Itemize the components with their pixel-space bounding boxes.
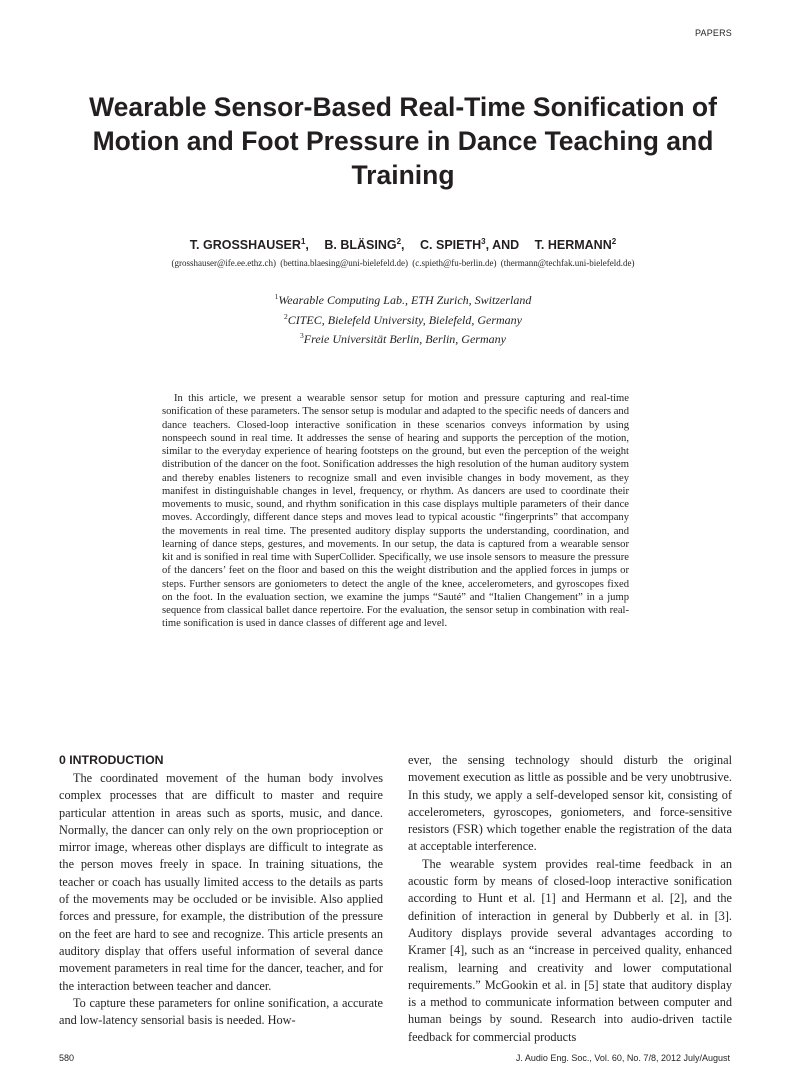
affiliation-text: Freie Universität Berlin, Berlin, Germany (303, 332, 506, 346)
body-paragraph: ever, the sensing technology should disturb the original movement execution as little as possible and be very unobtrusive. In this study, we apply a self-developed sensor kit, consisting of accelerometers, gyroscopes, goniometers, and force-sensitive resistors (FSR) which together enable the registration of the data at acceptable interference. (408, 753, 732, 854)
author-name: T. HERMANN (534, 238, 612, 253)
affiliation-mark: 2 (396, 237, 402, 246)
author-list (0, 237, 806, 252)
email-1: (grosshauser@ife.ee.ethz.ch) (171, 258, 276, 268)
body-paragraph: The wearable system provides real-time feedback in an acoustic form by means of closed-loop interactive sonification according to Hunt et al. [1] and Hermann et al. [2], and the definition of interaction in general by Dubberly et al. in [3]. Auditory displays provide several advantages according to Kramer [4], such as an “increase in perceived quality, enhanced realism, learning and creativity and lower computational requirements.” McGookin et al. in [5] state that auditory display is a method to communicate information between computer and human beings by sound. Research into audio-driven tactile feedback for commercial products (408, 856, 732, 1044)
body-column-right (408, 752, 732, 1046)
author-1 (190, 238, 309, 252)
affiliation-mark: 3 (481, 237, 486, 246)
author-separator: , (401, 238, 405, 253)
affiliation-1 (0, 289, 806, 309)
page-number: 580 (59, 1053, 75, 1063)
author-name: T. GROSSHAUSER (189, 238, 301, 253)
author-emails (0, 258, 806, 268)
author-2 (324, 238, 404, 252)
author-name: B. BLÄSING (324, 238, 397, 253)
affiliation-2 (0, 309, 806, 329)
author-separator: , AND (485, 238, 520, 253)
journal-citation: J. Audio Eng. Soc., Vol. 60, No. 7/8, 2012 July/August (515, 1053, 730, 1063)
abstract: In this article, we present a wearable sensor setup for motion and pressure capturing and real-time sonification of these parameters. The sensor setup is modular and adapted to the specific needs of dancers and dance teachers. Closed-loop interactive sonification in these scenarios conveys information by using nonspeech sound in real time. It addresses the sense of hearing and supports the perception of the motion, similar to the everyday experience of hearing footsteps on the ground, but even the perception of the weight distribution of the dancer on the foot. Sonification addresses the high resolution of the human auditory system and thereby enables listeners to recognize small and even invisible changes in body movement, as they manifest in distinguishable changes in level, frequency, or rhythm. As dancers are used to coordinate their movements to music, sound, and rhythm sonification in this case displays multiple parameters of their dance moves. Accordingly, different dance steps and moves lead to typical acoustic “fingerprints” that accompany the movements in real time. The presented auditory display supports the understanding, coordination, and learning of dance steps, gestures, and movements. In our setup, the data is captured from a wearable sensor kit and is sonified in real time with SuperCollider. Specifically, we use insole sensors to measure the pressure of the dancers’ feet on the floor and based on this the weight distribution and the applied forces in jumps or steps. Further sensors are goniometers to detect the angle of the knee, accelerometers, and gyroscopes fixed on the foot. In the evaluation section, we examine the jumps “Sauté” and “Italien Changement” in a jump sequence from classical ballet dance repertoire. For the evaluation, the sensor setup in combination with real-time sonification is used in dance classes of different age and level. (162, 393, 629, 630)
affiliation-number: 1 (274, 292, 279, 301)
paper-title: Wearable Sensor-Based Real-Time Sonification of Motion and Foot Pressure in Dance Teaching and Training (89, 92, 717, 190)
affiliation-text: CITEC, Bielefeld University, Bielefeld, Germany (287, 312, 523, 327)
affiliation-3 (0, 328, 806, 348)
author-4 (535, 238, 617, 252)
affiliation-text: Wearable Computing Lab., ETH Zurich, Switzerland (278, 293, 532, 307)
email-3: (c.spieth@fu-berlin.de) (412, 258, 497, 268)
email-2: (bettina.blaesing@uni-bielefeld.de) (280, 258, 408, 268)
affiliation-mark: 2 (611, 237, 617, 246)
body-paragraph: The coordinated movement of the human body involves complex processes that are difficult to master and require particular attention in areas such as sports, music, and dance. Normally, the dancer can only rely on the own proprioception or mirror image, whereas other displays are difficult to integrate as the person moves freely in space. In training situations, the teacher or coach has usually limited access to the details as parts of the movements may be occluded or be invisible. Also applied forces and pressure, for example, the distribution of the pressure on the feet are hard to see and recognize. This article presents an auditory display that offers useful information of several dance movement parameters in real time for the dancer, teacher, and for the interaction between teacher and dancer. (59, 771, 383, 993)
author-name: C. SPIETH (420, 238, 482, 253)
affiliation-number: 2 (283, 311, 288, 321)
affiliation-mark: 1 (300, 237, 306, 246)
running-header-section: PAPERS (694, 28, 732, 38)
affiliation-list (0, 289, 806, 348)
author-separator: , (305, 238, 309, 253)
section-heading: 0 INTRODUCTION (59, 753, 164, 767)
body-column-left (59, 752, 383, 1029)
author-3 (420, 238, 519, 252)
email-4: (thermann@techfak.uni-bielefeld.de) (500, 258, 635, 268)
body-paragraph: To capture these parameters for online sonification, a accurate and low-latency sensorial basis is needed. How- (59, 995, 383, 1028)
affiliation-number: 3 (300, 331, 304, 340)
